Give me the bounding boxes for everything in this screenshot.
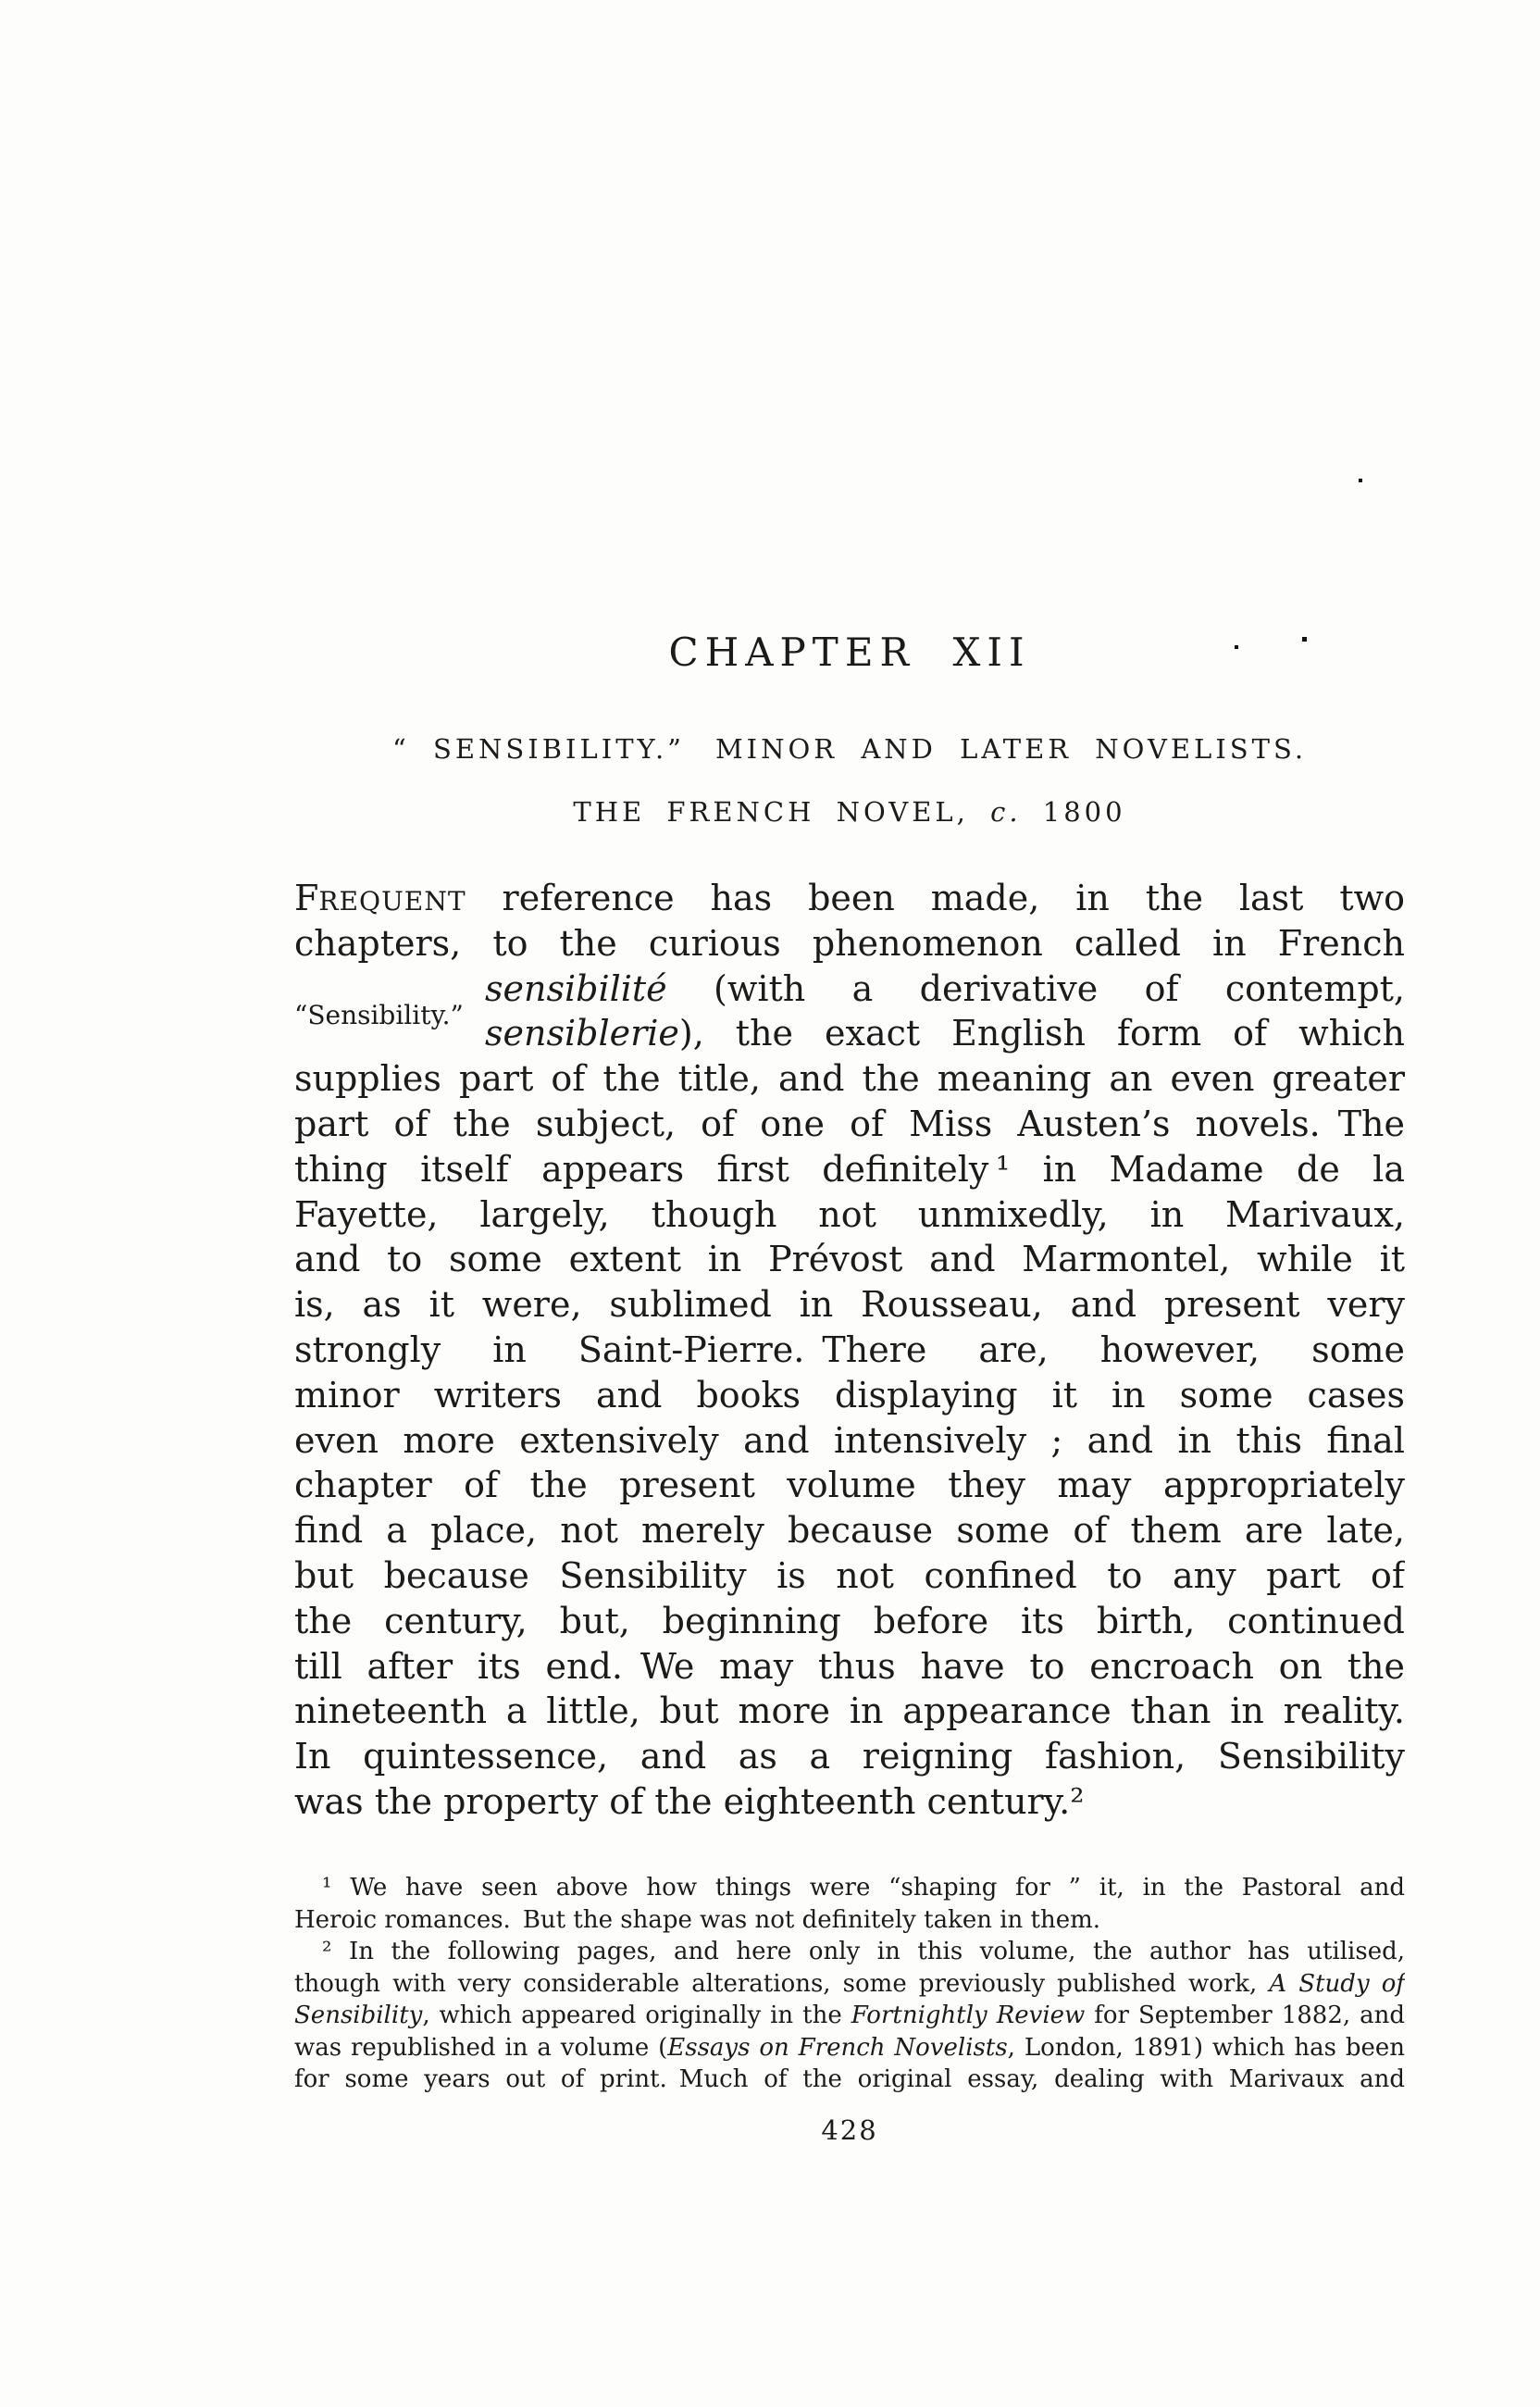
text-segment: ), the exact English form of which bbox=[678, 1013, 1405, 1054]
text-segment: Fayette, largely, though not unmixedly, in Marivaux, bbox=[294, 1193, 1405, 1235]
text-segment: nineteenth a little, but more in appearance than in reality. bbox=[294, 1690, 1405, 1732]
body-line bbox=[294, 1282, 1405, 1328]
text-segment: (with a derivative of contempt, bbox=[666, 967, 1405, 1009]
text-segment: thing itself appears first definitely ¹ in Madame de la bbox=[294, 1148, 1405, 1190]
body-line bbox=[294, 1147, 1405, 1192]
text-segment: sensiblerie bbox=[485, 1013, 679, 1054]
body-line bbox=[294, 1373, 1405, 1418]
body-line bbox=[294, 921, 1405, 967]
footnote-line bbox=[294, 2032, 1405, 2064]
footnote-line bbox=[294, 1968, 1405, 2001]
body-line bbox=[294, 1779, 1405, 1825]
footnote-line bbox=[294, 1936, 1405, 1968]
body-line bbox=[294, 1328, 1405, 1373]
body-line bbox=[294, 1689, 1405, 1734]
text-segment: F bbox=[294, 878, 319, 918]
body-line bbox=[294, 1056, 1405, 1102]
text-segment: Fortnightly Review bbox=[851, 2002, 1086, 2029]
text-segment: is, as it were, sublimed in Rousseau, and present very bbox=[294, 1284, 1405, 1326]
text-segment: for some years out of print. Much of the original essay, dealing with Marivaux and bbox=[294, 2065, 1405, 2093]
text-segment: ² In the following pages, and here only in this volume, the author has utilised, bbox=[322, 1938, 1405, 1965]
text-segment: ¹ We have seen above how things were “shaping for ” it, in the Pastoral and bbox=[322, 1874, 1405, 1902]
text-segment: Heroic romances. But the shape was not definitely taken in them. bbox=[294, 1905, 1101, 1934]
text-segment: and to some extent in Prévost and Marmontel, while it bbox=[294, 1239, 1405, 1280]
footnote-line bbox=[294, 1872, 1405, 1904]
text-segment: chapter of the present volume they may appropriately bbox=[294, 1465, 1405, 1506]
footnote-line bbox=[294, 1904, 1405, 1937]
margin-note: “Sensibility.” bbox=[294, 1000, 464, 1030]
footnotes-block bbox=[294, 1872, 1405, 2096]
text-segment: but because Sensibility is not confined to any part of bbox=[294, 1554, 1405, 1596]
circa-abbreviation: c. bbox=[990, 796, 1022, 828]
chapter-subtitle-second-line bbox=[294, 796, 1405, 828]
text-segment: sensibilité bbox=[485, 967, 667, 1009]
subtitle-date: 1800 bbox=[1021, 796, 1126, 828]
text-segment: reference has been made, in the last two bbox=[466, 878, 1405, 918]
body-line bbox=[294, 1463, 1405, 1508]
text-segment: In quintessence, and as a reigning fashion, Sensibility bbox=[294, 1736, 1405, 1777]
body-line bbox=[294, 1553, 1405, 1599]
body-line bbox=[294, 1192, 1405, 1238]
body-line bbox=[294, 1418, 1405, 1464]
text-segment: Essays on French Novelists bbox=[667, 2033, 1008, 2062]
body-line bbox=[294, 1237, 1405, 1282]
text-segment: was the property of the eighteenth century.² bbox=[294, 1780, 1085, 1822]
text-segment: chapters, to the curious phenomenon called in French bbox=[294, 922, 1405, 964]
text-segment: A Study of bbox=[1269, 1969, 1405, 1998]
text-segment: strongly in Saint-Pierre. There are, however, some bbox=[294, 1328, 1405, 1370]
body-line bbox=[294, 1599, 1405, 1644]
body-line bbox=[294, 876, 1405, 921]
page-number: 428 bbox=[821, 2114, 878, 2146]
subtitle-text: THE FRENCH NOVEL, bbox=[573, 796, 991, 828]
text-segment: Sensibility bbox=[294, 2002, 423, 2029]
text-segment: , London, 1891) which has been bbox=[1007, 2033, 1405, 2062]
footnote-line bbox=[294, 2000, 1405, 2032]
footnote-lines bbox=[294, 1872, 1405, 2096]
text-segment: was republished in a volume ( bbox=[294, 2033, 668, 2062]
text-segment: the century, but, beginning before its birth, continued bbox=[294, 1600, 1405, 1641]
chapter-subtitle: “ SENSIBILITY.” MINOR AND LATER NOVELISTS. bbox=[391, 733, 1308, 765]
text-segment: , which appeared originally in the bbox=[422, 2002, 851, 2029]
text-segment: minor writers and books displaying it in some cases bbox=[294, 1374, 1405, 1416]
chapter-heading: CHAPTER XII bbox=[668, 630, 1031, 675]
body-line bbox=[294, 1102, 1405, 1147]
text-segment: till after its end. We may thus have to encroach on the bbox=[294, 1645, 1405, 1687]
footnote-line bbox=[294, 2064, 1405, 2096]
text-segment: part of the subject, of one of Miss Austen’s novels. The bbox=[294, 1103, 1405, 1144]
body-line bbox=[294, 1734, 1405, 1779]
scan-speck bbox=[1359, 479, 1362, 482]
text-segment: REQUENT bbox=[318, 886, 466, 917]
text-segment: find a place, not merely because some of them are late, bbox=[294, 1510, 1405, 1552]
text-segment: for September 1882, and bbox=[1085, 2002, 1405, 2029]
body-line bbox=[294, 1508, 1405, 1553]
text-segment: though with very considerable alterations, some previously published work, bbox=[294, 1969, 1270, 1998]
body-text-block bbox=[294, 876, 1405, 1825]
body-line bbox=[294, 1644, 1405, 1690]
text-segment: even more extensively and intensively ; and in this final bbox=[294, 1419, 1405, 1461]
text-segment: supplies part of the title, and the meaning an even greater bbox=[294, 1058, 1405, 1100]
